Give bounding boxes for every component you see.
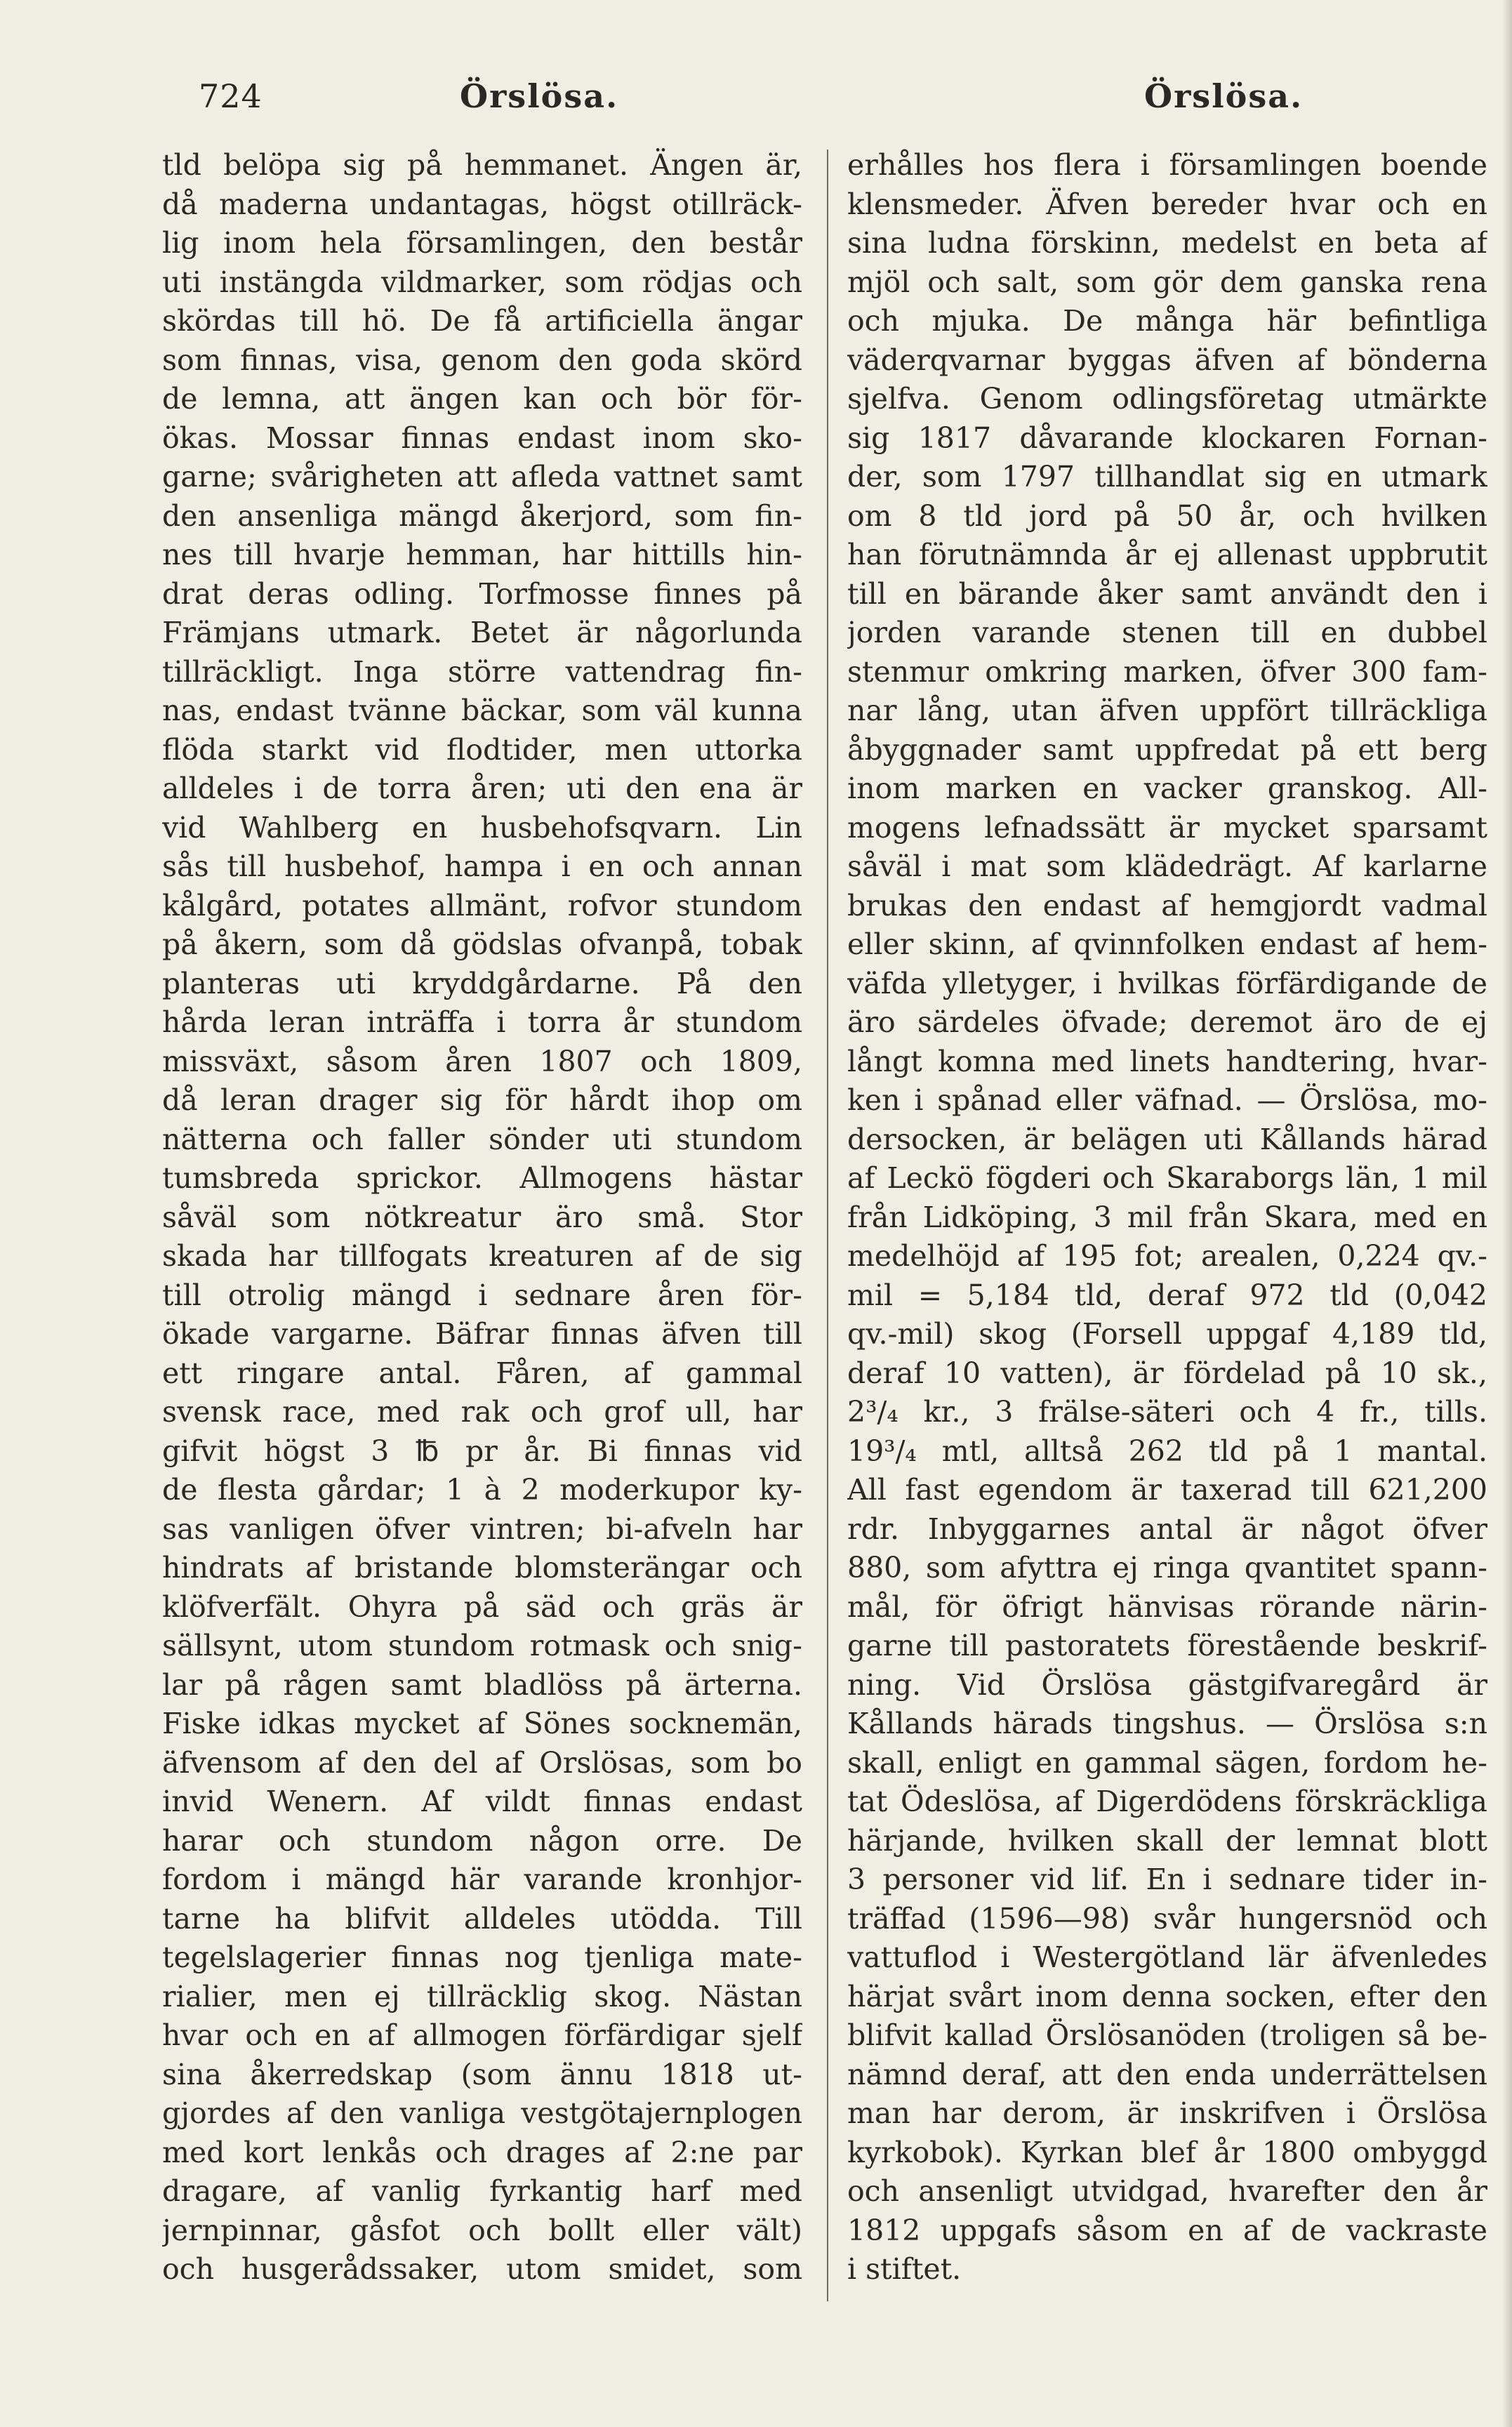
- text-line: de flesta gårdar; 1 à 2 moderkupor ky-: [162, 1473, 802, 1507]
- text-line: i stiftet.: [847, 2252, 962, 2286]
- text-line: eller skinn, af qvinnfolken endast af hem-: [847, 927, 1487, 961]
- text-line: rialier, men ej tillräcklig skog. Nästan: [162, 1979, 802, 2013]
- text-line: harar och stundom någon orre. De: [162, 1823, 802, 1858]
- text-line: träffad (1596—98) svår hungersnöd och: [847, 1901, 1487, 1936]
- left-text-column: [162, 146, 802, 2289]
- text-line: och mjuka. De många här befintliga: [847, 304, 1487, 338]
- page-header: [0, 77, 1512, 126]
- text-line: tarne ha blifvit alldeles utödda. Till: [162, 1901, 802, 1936]
- text-line: deraf 10 vatten), är fördelad på 10 sk.,: [847, 1356, 1487, 1390]
- text-line: 1812 uppgafs såsom en af de vackraste: [847, 2213, 1487, 2247]
- text-line: tillräckligt. Inga större vattendrag fin-: [162, 654, 802, 689]
- text-line: de lemna, att ängen kan och bör för-: [162, 382, 802, 416]
- text-line: som finnas, visa, genom den goda skörd: [162, 343, 802, 377]
- text-line: klöfverfält. Ohyra på säd och gräs är: [162, 1589, 802, 1624]
- text-line: han förutnämnda år ej allenast uppbrutit: [847, 538, 1487, 571]
- text-line: kålgård, potates allmänt, rofvor stundom: [162, 888, 802, 922]
- text-line: gifvit högst 3 ℔ pr år. Bi finnas vid: [162, 1434, 802, 1468]
- text-line: om 8 tld jord på 50 år, och hvilken: [847, 498, 1487, 533]
- text-line: erhålles hos flera i församlingen boende: [847, 148, 1487, 182]
- text-line: brukas den endast af hemgjordt vadmal: [847, 888, 1487, 922]
- text-line: dersocken, är belägen uti Kållands härad: [847, 1122, 1487, 1156]
- column-divider: [827, 150, 828, 2301]
- text-line: tld belöpa sig på hemmanet. Ängen är,: [162, 148, 802, 182]
- text-line: rdr. Inbyggarnes antal är något öfver: [847, 1512, 1487, 1546]
- text-line: nämnd deraf, att den enda underrättelsen: [847, 2057, 1487, 2091]
- text-line: långt komna med linets handtering, hvar-: [847, 1044, 1487, 1078]
- text-line: uti instängda vildmarker, som rödjas och: [162, 265, 802, 299]
- text-line: sina ludna förskinn, medelst en beta af: [847, 226, 1487, 260]
- text-line: ett ringare antal. Fåren, af gammal: [162, 1356, 802, 1390]
- text-line: väderqvarnar byggas äfven af bönderna: [847, 343, 1487, 377]
- text-line: alldeles i de torra åren; uti den ena är: [162, 772, 802, 805]
- text-line: åbyggnader samt uppfredat på ett berg: [847, 732, 1487, 767]
- text-line: ken i spånad eller väfnad. — Örslösa, mo-: [847, 1083, 1487, 1117]
- text-line: ökas. Mossar finnas endast inom sko-: [162, 421, 802, 455]
- text-line: den ansenliga mängd åkerjord, som fin-: [162, 498, 802, 533]
- text-line: mogens lefnadssätt är mycket sparsamt: [847, 810, 1487, 845]
- text-line: såväl i mat som klädedrägt. Af karlarne: [847, 849, 1487, 883]
- text-line: planteras uti kryddgårdarne. På den: [162, 966, 802, 1000]
- text-line: hårda leran inträffa i torra år stundom: [162, 1005, 802, 1039]
- text-line: blifvit kallad Örslösanöden (troligen så be-: [847, 2018, 1487, 2052]
- text-line: ning. Vid Örslösa gästgifvaregård är: [847, 1667, 1487, 1702]
- text-line: Främjans utmark. Betet är någorlunda: [162, 616, 802, 649]
- text-line: skada har tillfogats kreaturen af de sig: [162, 1239, 802, 1273]
- text-line: tegelslagerier finnas nog tjenliga mate-: [162, 1940, 802, 1974]
- text-line: sjelfva. Genom odlingsföretag utmärkte: [847, 382, 1487, 416]
- text-line: drat deras odling. Torfmosse finnes på: [162, 576, 802, 611]
- text-line: invid Wenern. Af vildt finnas endast: [162, 1785, 802, 1818]
- text-line: All fast egendom är taxerad till 621,200: [847, 1473, 1487, 1507]
- text-line: sås till husbehof, hampa i en och annan: [162, 849, 802, 883]
- text-line: härjande, hvilken skall der lemnat blott: [847, 1823, 1487, 1858]
- page-number: 724: [199, 77, 263, 115]
- text-line: då maderna undantagas, högst otillräck-: [162, 187, 802, 221]
- text-line: lar på rågen samt bladlöss på ärterna.: [162, 1667, 802, 1702]
- text-line: Kållands härads tingshus. — Örslösa s:n: [847, 1707, 1487, 1740]
- text-line: 19³/₄ mtl, alltså 262 tld på 1 mantal.: [847, 1434, 1487, 1468]
- text-line: nas, endast tvänne bäckar, som väl kunna: [162, 694, 802, 727]
- text-line: såväl som nötkreatur äro små. Stor: [162, 1200, 802, 1234]
- text-line: äro särdeles öfvade; deremot äro de ej: [847, 1005, 1487, 1039]
- text-line: hindrats af bristande blomsterängar och: [162, 1551, 802, 1585]
- text-line: skördas till hö. De få artificiella ängar: [162, 304, 802, 338]
- text-line: garne till pastoratets förestående beskrif-: [847, 1629, 1487, 1662]
- text-line: då leran drager sig för hårdt ihop om: [162, 1083, 802, 1117]
- text-line: dragare, af vanlig fyrkantig harf med: [162, 2174, 802, 2208]
- text-line: jorden varande stenen till en dubbel: [847, 616, 1487, 649]
- text-line: missväxt, såsom åren 1807 och 1809,: [162, 1044, 802, 1078]
- text-line: fordom i mängd här varande kronhjor-: [162, 1863, 802, 1896]
- text-line: till en bärande åker samt användt den i: [847, 576, 1487, 611]
- text-line: flöda starkt vid flodtider, men uttorka: [162, 732, 802, 767]
- text-line: vid Wahlberg en husbehofsqvarn. Lin: [162, 810, 802, 845]
- running-head-right: Örslösa.: [1144, 77, 1304, 115]
- text-line: stenmur omkring marken, öfver 300 fam-: [847, 654, 1487, 689]
- text-line: skall, enligt en gammal sägen, fordom he-: [847, 1745, 1487, 1780]
- text-line: hvar och en af allmogen förfärdigar sjelf: [162, 2018, 802, 2052]
- text-line: nes till hvarje hemman, har hittills hin-: [162, 538, 802, 571]
- right-text-column: [847, 146, 1487, 2289]
- text-line: svensk race, med rak och grof ull, har: [162, 1395, 802, 1429]
- text-line: sällsynt, utom stundom rotmask och snig-: [162, 1629, 802, 1662]
- page-edge-shadow: [1502, 0, 1512, 2427]
- text-line: äfvensom af den del af Orslösas, som bo: [162, 1745, 802, 1780]
- text-line: medelhöjd af 195 fot; arealen, 0,224 qv.-: [847, 1239, 1487, 1273]
- text-line: gjordes af den vanliga vestgötajernplogen: [162, 2096, 802, 2130]
- text-line: härjat svårt inom denna socken, efter den: [847, 1979, 1487, 2013]
- text-line: och husgerådssaker, utom smidet, som: [162, 2252, 802, 2286]
- text-line: kyrkobok). Kyrkan blef år 1800 ombyggd: [847, 2135, 1487, 2169]
- text-line: inom marken en vacker granskog. All-: [847, 772, 1487, 805]
- text-line: sig 1817 dåvarande klockaren Fornan-: [847, 421, 1487, 455]
- text-line: 2³/₄ kr., 3 frälse-säteri och 4 fr., tills.: [847, 1395, 1487, 1429]
- text-line: vattuflod i Westergötland lär äfvenledes: [847, 1940, 1487, 1974]
- text-line: klensmeder. Äfven bereder hvar och en: [847, 187, 1487, 221]
- text-line: jernpinnar, gåsfot och bollt eller vält): [162, 2213, 802, 2247]
- text-line: 880, som afyttra ej ringa qvantitet spann-: [847, 1551, 1487, 1585]
- text-line: sina åkerredskap (som ännu 1818 ut-: [162, 2057, 802, 2091]
- text-line: nar lång, utan äfven uppfört tillräckliga: [847, 694, 1487, 727]
- text-line: ökade vargarne. Bäfrar finnas äfven till: [162, 1317, 802, 1351]
- text-line: Fiske idkas mycket af Sönes socknemän,: [162, 1707, 802, 1740]
- text-line: på åkern, som då gödslas ofvanpå, tobak: [162, 927, 802, 961]
- text-line: mjöl och salt, som gör dem ganska rena: [847, 265, 1487, 299]
- text-line: man har derom, är inskrifven i Örslösa: [847, 2096, 1487, 2130]
- text-line: och ansenligt utvidgad, hvarefter den år: [847, 2174, 1487, 2208]
- text-line: från Lidköping, 3 mil från Skara, med en: [847, 1200, 1487, 1234]
- text-line: der, som 1797 tillhandlat sig en utmark: [847, 460, 1487, 494]
- text-line: väfda ylletyger, i hvilkas förfärdigande de: [847, 966, 1487, 1000]
- text-line: mil = 5,184 tld, deraf 972 tld (0,042: [847, 1278, 1487, 1312]
- text-line: mål, för öfrigt hänvisas rörande närin-: [847, 1589, 1487, 1624]
- text-line: garne; svårigheten att afleda vattnet samt: [162, 460, 802, 494]
- text-line: 3 personer vid lif. En i sednare tider in-: [847, 1863, 1487, 1896]
- text-line: lig inom hela församlingen, den består: [162, 226, 802, 260]
- running-head-left: Örslösa.: [460, 77, 619, 115]
- text-line: nätterna och faller sönder uti stundom: [162, 1122, 802, 1156]
- text-line: af Leckö fögderi och Skaraborgs län, 1 mil: [847, 1161, 1487, 1195]
- text-line: qv.-mil) skog (Forsell uppgaf 4,189 tld,: [847, 1317, 1487, 1351]
- text-line: sas vanligen öfver vintren; bi-afveln har: [162, 1512, 802, 1546]
- text-line: med kort lenkås och drages af 2:ne par: [162, 2135, 802, 2169]
- text-line: tumsbreda sprickor. Allmogens hästar: [162, 1161, 802, 1195]
- text-line: till otrolig mängd i sednare åren för-: [162, 1278, 802, 1312]
- text-line: tat Ödeslösa, af Digerdödens förskräckliga: [847, 1785, 1487, 1818]
